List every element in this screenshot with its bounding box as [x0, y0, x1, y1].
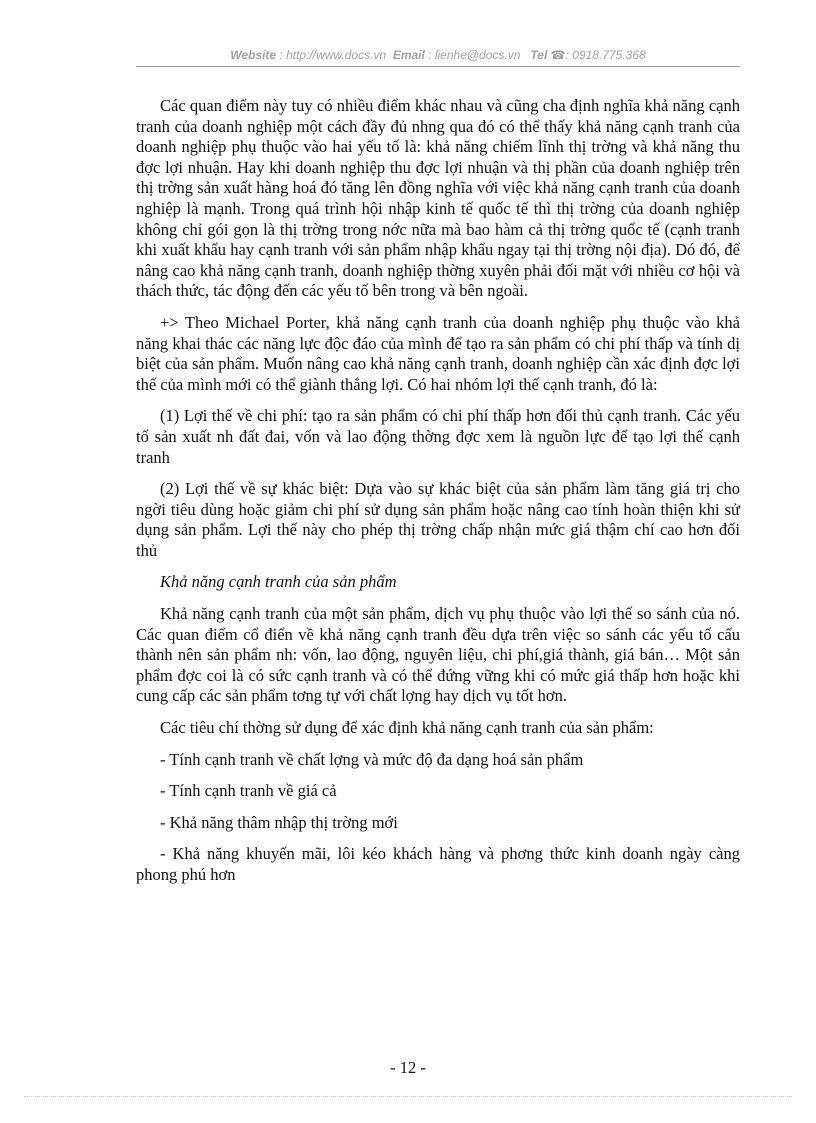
paragraph-competitiveness-views: Các quan điểm này tuy có nhiều điểm khác nhau và cũng cha định nghĩa khả năng cạnh tranh của doanh nghiệp một cách đầy đủ nhng qua đó có thể thấy khả năng cạnh tranh của doanh nghiệp phụ thuộc vào hai yếu tố là: khả năng chiếm lĩnh thị trờng và khả năng thu đợc lợi nhuận. Hay khi doanh nghiệp thu đợc lợi nhuận và thị phần của doanh nghiệp trên thị trờng sản xuất hàng hoá đó tăng lên đồng nghĩa với việc khả năng cạnh tranh của doanh nghiệp là mạnh. Trong quá trình hội nhập kinh tế quốc tế thì thị trờng của doanh nghiệp không chỉ gói gọn là thị trờng trong nớc nữa mà bao hàm cả thị trờng quốc tế (cạnh tranh khi xuất khẩu hay cạnh tranh với sản phẩm nhập khẩu ngay tại thị trờng nội địa). Dó đó, để nâng cao khả năng cạnh tranh, doanh nghiệp thờng xuyên phải đối mặt với nhiều cơ hội và thách thức, tác động đến các yếu tố bên trong và bên ngoài.: [136, 96, 740, 301]
page-body: [136, 96, 740, 897]
website-label: Website: [230, 48, 277, 62]
paragraph-product-competitiveness: Khả năng cạnh tranh của một sản phẩm, dịch vụ phụ thuộc vào lợi thế so sánh của nó. Các quan điểm cổ điển về khả năng cạnh tranh đều dựa trên việc so sánh các yếu tố cấu thành nên sản phẩm nh: vốn, lao động, nguyên liệu, chi phí,giá thành, giá bán… Một sản phẩm đợc coi là có sức cạnh tranh và có thể đứng vững khi có mức giá thấp hơn hoặc khi cung cấp các sản phẩm tơng tự với chất lợng hay dịch vụ tốt hơn.: [136, 604, 740, 706]
tel-label: Tel: [530, 48, 548, 62]
tel-number: ☎: 0918.775.368: [550, 48, 646, 62]
paragraph-criteria-intro: Các tiêu chí thờng sử dụng để xác định khả năng cạnh tranh của sản phẩm:: [160, 718, 654, 738]
paragraph-differentiation-advantage: (2) Lợi thế về sự khác biệt: Dựa vào sự khác biệt của sản phẩm làm tăng giá trị cho ngời tiêu dùng hoặc giảm chi phí sử dụng sản phẩm hoặc nâng cao tính hoàn thiện khi sử dụng sản phẩm. Lợi thế này cho phép thị trờng chấp nhận mức giá thậm chí cao hơn đối thủ: [136, 479, 740, 560]
list-item-price: - Tính cạnh tranh về giá cả: [160, 781, 337, 801]
footer-divider: [24, 1096, 792, 1097]
paragraph-cost-advantage: (1) Lợi thế về chi phí: tạo ra sản phẩm có chi phí thấp hơn đối thủ cạnh tranh. Các yếu tố sản xuất nh đất đai, vốn và lao động thờng đợc xem là nguồn lực để tạo lợi thế cạnh tranh: [136, 406, 740, 467]
page-number: - 12 -: [390, 1058, 426, 1077]
email-address: : lienhe@docs.vn: [428, 48, 521, 62]
email-label: Email: [392, 48, 425, 62]
page-header: [136, 48, 740, 62]
section-heading: Khả năng cạnh tranh của sản phẩm: [160, 572, 397, 592]
list-item-quality: - Tính cạnh tranh về chất lợng và mức độ đa dạng hoá sản phẩm: [160, 749, 584, 769]
header-divider: [136, 66, 740, 67]
list-item-market-penetration: - Khả năng thâm nhập thị trờng mới: [160, 812, 398, 832]
list-item-promotion: - Khả năng khuyến mãi, lôi kéo khách hàng và phơng thức kinh doanh ngày càng phong phú hơn: [136, 844, 740, 884]
website-url: : http://www.docs.vn: [279, 48, 387, 62]
paragraph-michael-porter: +> Theo Michael Porter, khả năng cạnh tranh của doanh nghiệp phụ thuộc vào khả năng khai thác các năng lực độc đáo của mình để tạo ra sản phẩm có chi phí thấp và tính dị biệt của sản phẩm. Muốn nâng cao khả năng cạnh tranh, doanh nghiệp cần xác định đợc lợi thế của mình mới có thể giành thắng lợi. Có hai nhóm lợi thế cạnh tranh, đó là:: [136, 312, 740, 394]
